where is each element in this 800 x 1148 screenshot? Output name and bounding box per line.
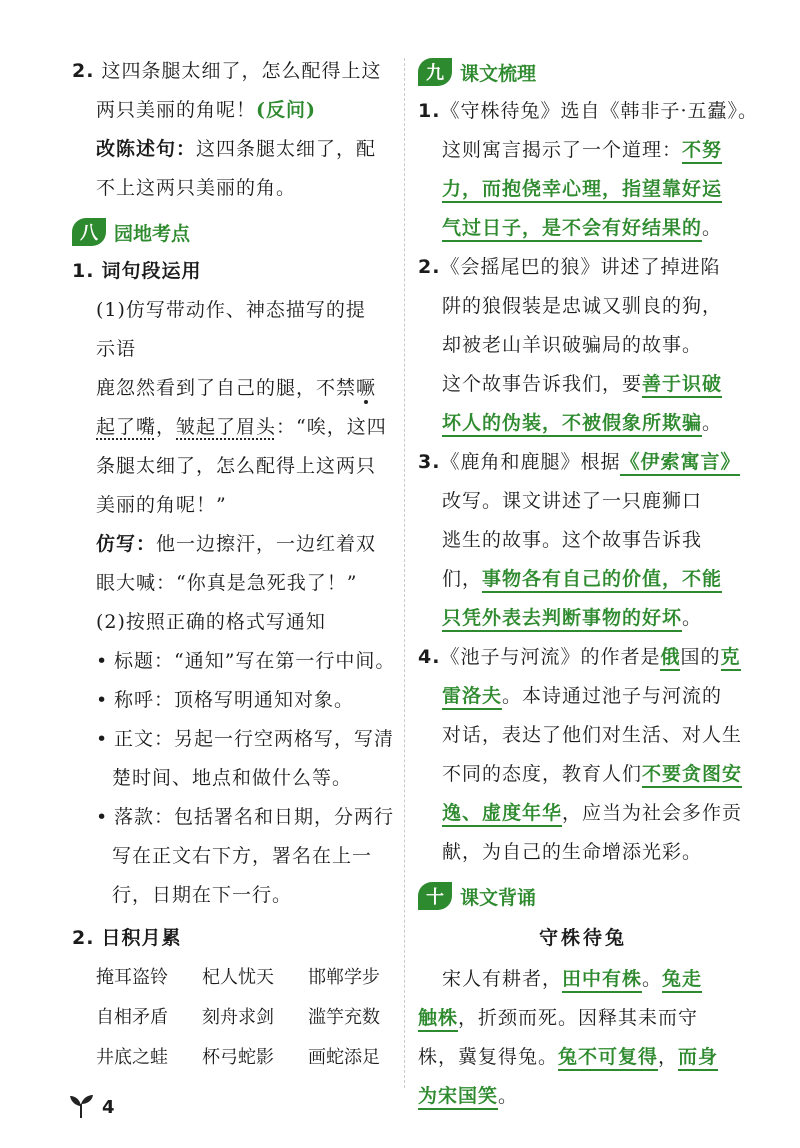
r4-line-2 [418,677,748,716]
subsection-title: 词句段运用 [101,260,202,282]
idiom-item: 杞人忧天 [202,967,274,988]
answer-text: 只凭外表去判断事物的好坏 [442,607,682,632]
example-text: ， [156,416,177,438]
item-number: 1. [72,260,95,282]
answer-text: 不努 [682,139,722,164]
section-title: 课文背诵 [460,886,537,909]
bullet-icon: • [96,650,109,672]
item-number: 2. [418,256,441,278]
idiom-item: 掩耳盗铃 [96,967,168,988]
r4-line-4 [418,755,748,794]
item-2-line-1 [72,52,392,91]
section-badge: 九 [418,58,452,86]
r1-line-3 [418,170,748,209]
answer-text: 俄 [660,646,680,671]
r3-line-3: 逃生的故事。这个故事告诉我 [442,529,703,551]
item-text: 两只美丽的角呢！ [96,99,257,121]
rewrite-line-1 [72,130,392,169]
item-number: 4. [418,646,441,668]
section-title: 课文梳理 [460,62,537,85]
r3-line-2: 改写。课文讲述了一只鹿狮口 [442,490,703,512]
answer-text: 事物各有自己的价值，不能 [482,568,722,593]
r2-line-5 [418,404,748,443]
subsection-2-title [72,919,392,958]
answer-text: 逸、虚度年华 [442,802,562,827]
item-number: 1. [418,100,441,122]
item-text: 这则寓言揭示了一个道理： [442,139,683,161]
poem-line-2 [418,999,748,1038]
item-text: 。 [702,217,723,239]
poem-line-4 [418,1077,748,1116]
answer-text: 触株 [418,1007,458,1032]
answer-text: 雷洛夫 [442,685,502,710]
answer-text: 兔不可复得 [558,1046,658,1071]
answer-text: 不要贪图安 [642,763,742,788]
poem-text: 宋人有耕者， [442,968,563,990]
bullet-text: 正文：另起一行空两格写，写清 [114,728,395,750]
part-1-line-2: 示语 [96,338,137,360]
r3-line-4 [418,560,748,599]
bullet-icon: • [96,806,109,828]
item-text: 。本诗通过池子与河流的 [502,685,723,707]
left-column [72,52,396,1078]
poem-text: ， [658,1046,679,1068]
r4-line-6: 献，为自己的生命增添光彩。 [442,841,703,863]
r2-line-2: 阱的狼假装是忠诚又驯良的狗， [442,295,723,317]
item-text: 《守株待兔》选自《韩非子·五蠹》。 [440,100,758,122]
section-badge: 十 [418,882,452,910]
rewrite-text: 这四条腿太细了，配 [196,138,377,160]
idiom-item: 井底之蛙 [96,1047,168,1068]
section-badge: 八 [72,218,106,246]
item-text: 。 [702,412,723,434]
poem-title: 守株待兔 [538,927,627,949]
poem-text: 。 [498,1085,519,1107]
poem-line-1 [418,960,748,999]
bullet-signature-cont-1: 写在正文右下方，署名在上一 [112,845,373,867]
bullet-icon: • [96,689,109,711]
bullet-body [72,720,395,759]
item-text: 《池子与河流》的作者是 [440,646,661,668]
part-2-line: (2)按照正确的格式写通知 [96,611,326,633]
emphasis-text: 皱起了眉头 [176,416,277,438]
example-line-4: 美丽的角呢！” [96,494,227,516]
bullet-text: 称呼：顶格写明通知对象。 [114,689,355,711]
item-text: 们， [442,568,483,590]
page-number: 4 [102,1096,115,1118]
idiom-item: 杯弓蛇影 [202,1047,274,1068]
item-text: 《会摇尾巴的狼》讲述了掉进陷 [440,256,721,278]
item-text: 《鹿角和鹿腿》根据 [440,451,621,473]
section-title: 园地考点 [114,222,191,245]
item-2-line-2 [72,91,392,130]
imitation-text: 他一边擦汗，一边红着双 [156,533,377,555]
item-text: 不同的态度，教育人们 [442,763,643,785]
answer-text: 而身 [678,1046,718,1071]
idiom-grid [72,958,392,1078]
part-1-line-1: (1)仿写带动作、神态描写的提 [96,299,366,321]
r1-line-4 [418,209,748,248]
answer-text: 《伊索寓言》 [620,451,740,476]
answer-text: 克 [721,646,741,671]
idiom-item: 邯郸学步 [308,967,380,988]
section-8-header [72,212,392,252]
poem-text: 。 [642,968,663,990]
right-column [418,52,758,1116]
idiom-item: 刻舟求剑 [202,1007,274,1028]
imitation-label: 仿写： [96,533,157,555]
answer-text: 为宋国笑 [418,1085,498,1110]
example-line-2 [72,408,392,447]
imitation-line-2: 眼大喊：“你真是急死我了！” [96,572,358,594]
bullet-text: 标题：“通知”写在第一行中间。 [114,650,396,672]
poem-text: 株，冀复得兔。 [418,1046,559,1068]
item-text: ，应当为社会多作贡 [562,802,743,824]
item-number: 2. [72,60,95,82]
rewrite-label: 改陈述句： [96,138,197,160]
r2-line-1 [418,248,748,287]
subsection-title: 日积月累 [101,927,182,949]
item-text: 这四条腿太细了，怎么配得上这 [101,60,382,82]
example-text: ：“唉，这四 [276,416,387,438]
example-line-1 [72,369,392,408]
bullet-salutation [72,681,392,720]
item-number: 2. [72,927,95,949]
r4-line-3: 对话，表达了他们对生活、对人生 [442,724,743,746]
bullet-text: 落款：包括署名和日期，分两行 [114,806,395,828]
subsection-1-title [72,252,392,291]
idiom-item: 自相矛盾 [96,1007,168,1028]
emphasis-text: 起了嘴 [96,416,157,438]
answer-text: 善于识破 [642,373,722,398]
answer-text: 坏人的伪装，不被假象所欺骗 [442,412,702,437]
r2-line-3: 却被老山羊识破骗局的故事。 [442,334,703,356]
idiom-item: 滥竽充数 [308,1007,380,1028]
answer-text: 气过日子，是不会有好结果的 [442,217,702,242]
bullet-signature [72,798,395,837]
r1-line-1 [418,92,758,131]
emphasis-text: 噘 [356,377,377,399]
example-text: 鹿忽然看到了自己的腿，不禁 [96,377,357,399]
sprout-icon [66,1090,96,1124]
answer-text: 力，而抱侥幸心理，指望靠好运 [442,178,722,203]
item-text: 。 [682,607,703,629]
rewrite-line-2 [72,169,392,208]
r4-line-1 [418,638,748,677]
rhetorical-tag: (反问) [256,99,316,121]
bullet-icon: • [96,728,109,750]
column-divider [404,58,405,1088]
answer-text: 兔走 [662,968,702,993]
imitation-line-1 [72,525,392,564]
r1-line-2 [418,131,748,170]
bullet-body-cont: 楚时间、地点和做什么等。 [112,767,353,789]
item-text: 国的 [680,646,721,668]
section-9-header [418,52,748,92]
poem-line-3 [418,1038,748,1077]
r4-line-5 [418,794,748,833]
r3-line-1 [418,443,748,482]
bullet-signature-cont-2: 行，日期在下一行。 [112,884,293,906]
item-number: 3. [418,451,441,473]
r3-line-5 [418,599,748,638]
section-10-header [418,876,748,916]
r2-line-4 [418,365,748,404]
idiom-item: 画蛇添足 [308,1047,380,1068]
rewrite-text: 不上这两只美丽的角。 [96,177,297,199]
page-footer [66,1090,115,1124]
poem-text: ，折颈而死。因释其耒而守 [458,1007,699,1029]
bullet-title [72,642,396,681]
item-text: 这个故事告诉我们，要 [442,373,643,395]
answer-text: 田中有株 [562,968,642,993]
example-line-3: 条腿太细了，怎么配得上这两只 [96,455,377,477]
